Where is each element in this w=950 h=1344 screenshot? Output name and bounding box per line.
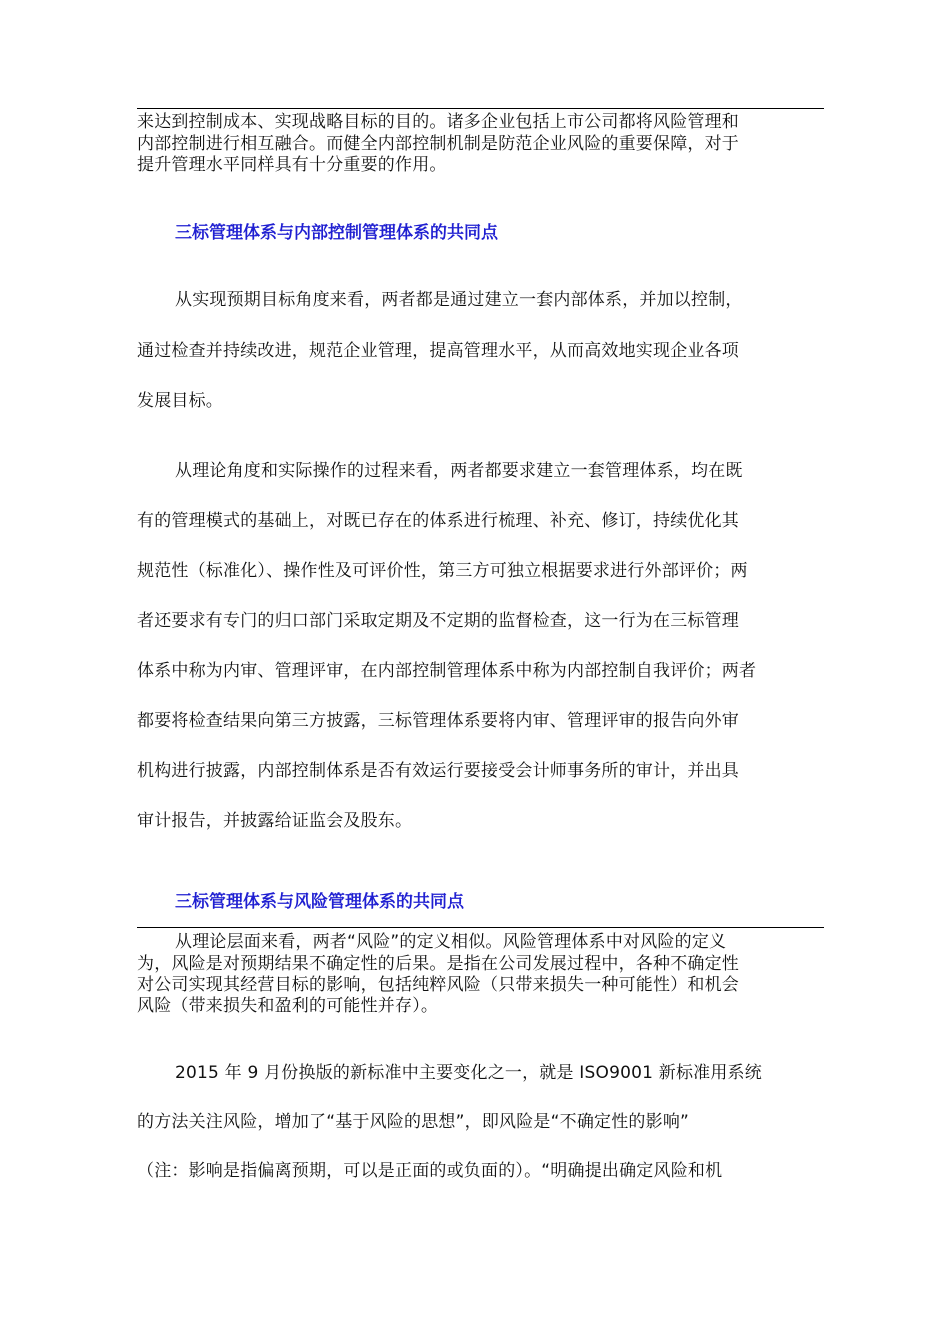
text-line: 2015 年 9 月份换版的新标准中主要变化之一，就是 ISO9001 新标准用系统 (175, 1063, 762, 1083)
text-line: 内部控制进行相互融合。而健全内部控制机制是防范企业风险的重要保障，对于 (137, 134, 739, 154)
section-heading: 三标管理体系与风险管理体系的共同点 (175, 892, 464, 912)
text-line: 机构进行披露，内部控制体系是否有效运行要接受会计师事务所的审计，并出具 (137, 761, 739, 781)
text-line: 风险（带来损失和盈利的可能性并存）。 (137, 996, 439, 1016)
text-line: 为，风险是对预期结果不确定性的后果。是指在公司发展过程中，各种不确定性 (137, 954, 739, 974)
text-line: 都要将检查结果向第三方披露，三标管理体系要将内审、管理评审的报告向外审 (137, 711, 739, 731)
text-line: （注：影响是指偏离预期，可以是正面的或负面的）。“明确提出确定风险和机 (137, 1161, 723, 1181)
text-line: 的方法关注风险，增加了“基于风险的思想”，即风险是“不确定性的影响” (137, 1112, 690, 1132)
section-rule (137, 927, 824, 928)
text-line: 规范性（标准化）、操作性及可评价性，第三方可独立根据要求进行外部评价；两 (137, 561, 748, 581)
text-line: 审计报告，并披露给证监会及股东。 (137, 811, 413, 831)
top-rule (137, 108, 824, 109)
text-line: 通过检查并持续改进，规范企业管理，提高管理水平，从而高效地实现企业各项 (137, 341, 739, 361)
text-line: 对公司实现其经营目标的影响，包括纯粹风险（只带来损失一种可能性）和机会 (137, 975, 739, 995)
text-line: 者还要求有专门的归口部门采取定期及不定期的监督检查，这一行为在三标管理 (137, 611, 739, 631)
text-line: 提升管理水平同样具有十分重要的作用。 (137, 155, 447, 175)
text-line: 体系中称为内审、管理评审，在内部控制管理体系中称为内部控制自我评价；两者 (137, 661, 757, 681)
text-line: 从实现预期目标角度来看，两者都是通过建立一套内部体系，并加以控制， (175, 290, 743, 310)
text-line: 来达到控制成本、实现战略目标的目的。诸多企业包括上市公司都将风险管理和 (137, 112, 739, 132)
section-heading: 三标管理体系与内部控制管理体系的共同点 (175, 223, 498, 243)
text-line: 发展目标。 (137, 391, 223, 411)
text-line: 从理论层面来看，两者“风险”的定义相似。风险管理体系中对风险的定义 (175, 932, 727, 952)
text-line: 有的管理模式的基础上，对既已存在的体系进行梳理、补充、修订，持续优化其 (137, 511, 739, 531)
text-line: 从理论角度和实际操作的过程来看，两者都要求建立一套管理体系，均在既 (175, 461, 743, 481)
